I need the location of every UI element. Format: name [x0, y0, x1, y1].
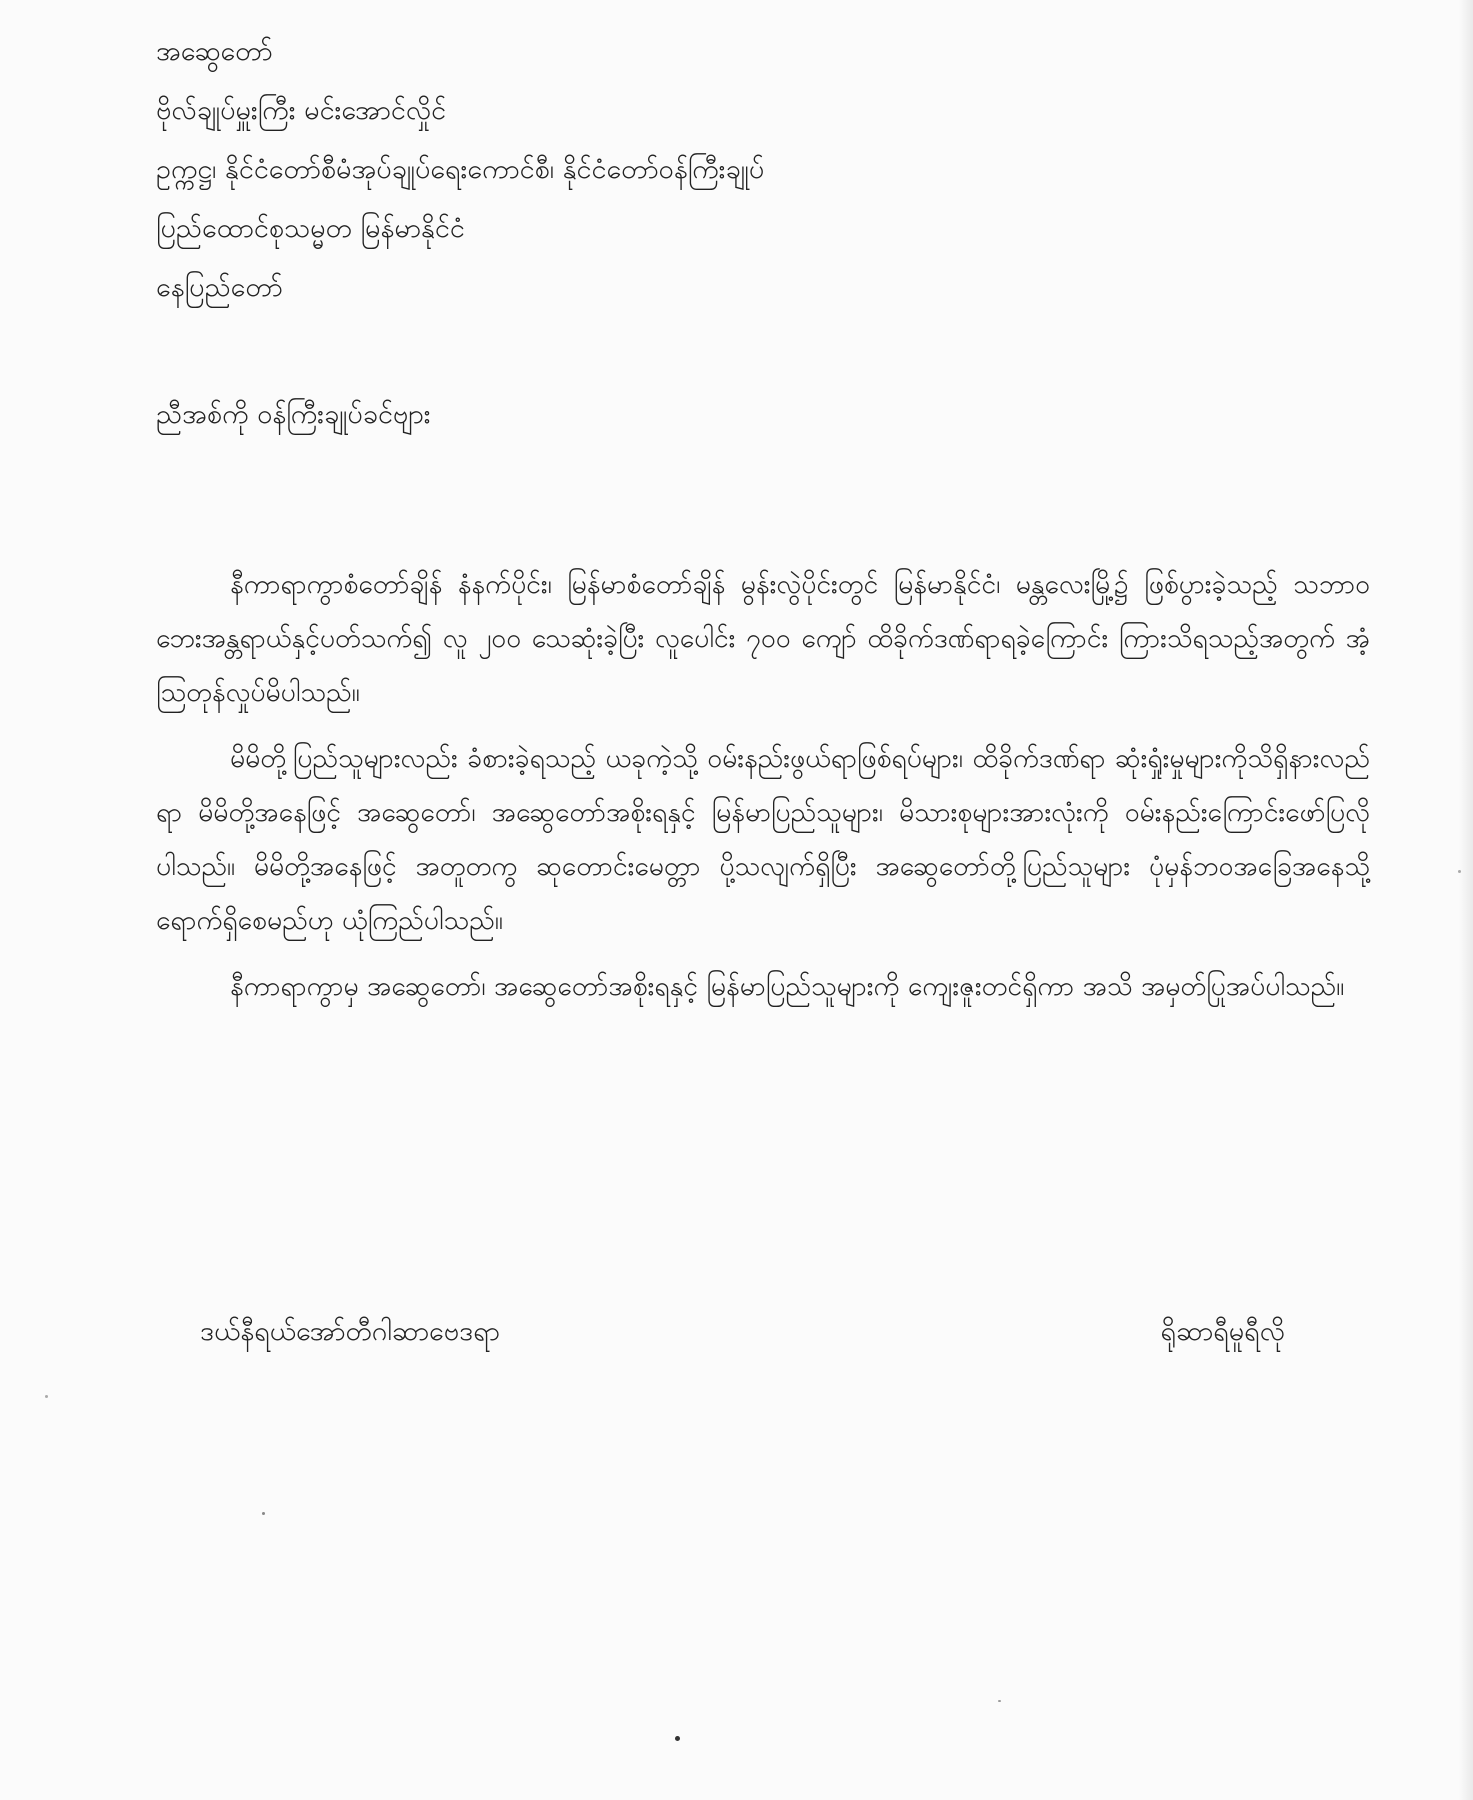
page-edge-shadow — [1459, 0, 1473, 1800]
paragraph-sympathy: မိမိတို့ပြည်သူများလည်း ခံစားခဲ့ရသည့် ယခုကဲ့သို့ ဝမ်းနည်းဖွယ်ရာဖြစ်ရပ်များ၊ ထိခိုက်ဒဏ်ရာ ဆုံးရှုံးမှုများကိုသိရှိနားလည်ရာ မိမိတို့အနေဖြင့် အဆွေတော်၊ အဆွေတော်အစိုးရနှင့် မြန်မာပြည်သူများ၊ မိသားစုများအားလုံးကို ဝမ်းနည်းကြောင်းဖော်ပြလိုပါသည်။ မိမိတို့အနေဖြင့် အတူတကွ ဆုတောင်းမေတ္တာ ပို့သလျက်ရှိပြီး အဆွေတော်တို့ပြည်သူများ ပုံမှန်ဘဝအခြေအနေသို့ ရောက်ရှိစေမည်ဟု ယုံကြည်ပါသည်။ — [156, 743, 1370, 936]
address-line-title: ဥက္ကဋ္ဌ၊ နိုင်ငံတော်စီမံအုပ်ချုပ်ရေးကောင်စီ၊ နိုင်ငံတော်ဝန်ကြီးချုပ် — [156, 154, 765, 185]
salutation: ညီအစ်ကို ဝန်ကြီးချုပ်ခင်ဗျား — [156, 399, 431, 430]
address-line-name: ဗိုလ်ချုပ်မှူးကြီး မင်းအောင်လှိုင် — [156, 95, 447, 126]
scan-speck — [1458, 870, 1461, 873]
letter-body — [156, 558, 1370, 1026]
scan-speck — [675, 1736, 680, 1741]
paragraph-condolence-news: နီကာရာကွာစံတော်ချိန် နံနက်ပိုင်း၊ မြန်မာစံတော်ချိန် မွန်းလွဲပိုင်းတွင် မြန်မာနိုင်ငံ၊ မန္တလေးမြို့၌ ဖြစ်ပွားခဲ့သည့် သဘာဝဘေးအန္တရာယ်နှင့်ပတ်သက်၍ လူ ၂၀၀ သေဆုံးခဲ့ပြီး လူပေါင်း ၇၀၀ ကျော် ထိခိုက်ဒဏ်ရာရခဲ့ကြောင်း ကြားသိရသည့်အတွက် အံ့သြတုန်လှုပ်မိပါသည်။ — [156, 569, 1370, 708]
address-line-country: ပြည်ထောင်စုသမ္မတ မြန်မာနိုင်ငံ — [156, 213, 465, 244]
signature-left-name: ဒယ်နီရယ်အော်တီဂါဆာဗေဒရာ — [200, 1316, 500, 1347]
signature-block — [0, 1310, 1473, 1360]
scan-speck — [45, 1395, 48, 1398]
signature-right-name: ရိုဆာရီမူရီလို — [1160, 1316, 1285, 1347]
recipient-address — [156, 22, 1256, 317]
paragraph-closing: နီကာရာကွာမှ အဆွေတော်၊ အဆွေတော်အစိုးရနှင့် မြန်မာပြည်သူများကို ကျေးဇူးတင်ရှိကာ အသိ အမှတ်ပြုအပ်ပါသည်။ — [230, 971, 1345, 1002]
scan-speck — [998, 1700, 1001, 1702]
scan-speck — [262, 1512, 265, 1515]
address-line-city: နေပြည်တော် — [156, 272, 283, 303]
address-line-greeting: အဆွေတော် — [156, 36, 273, 67]
